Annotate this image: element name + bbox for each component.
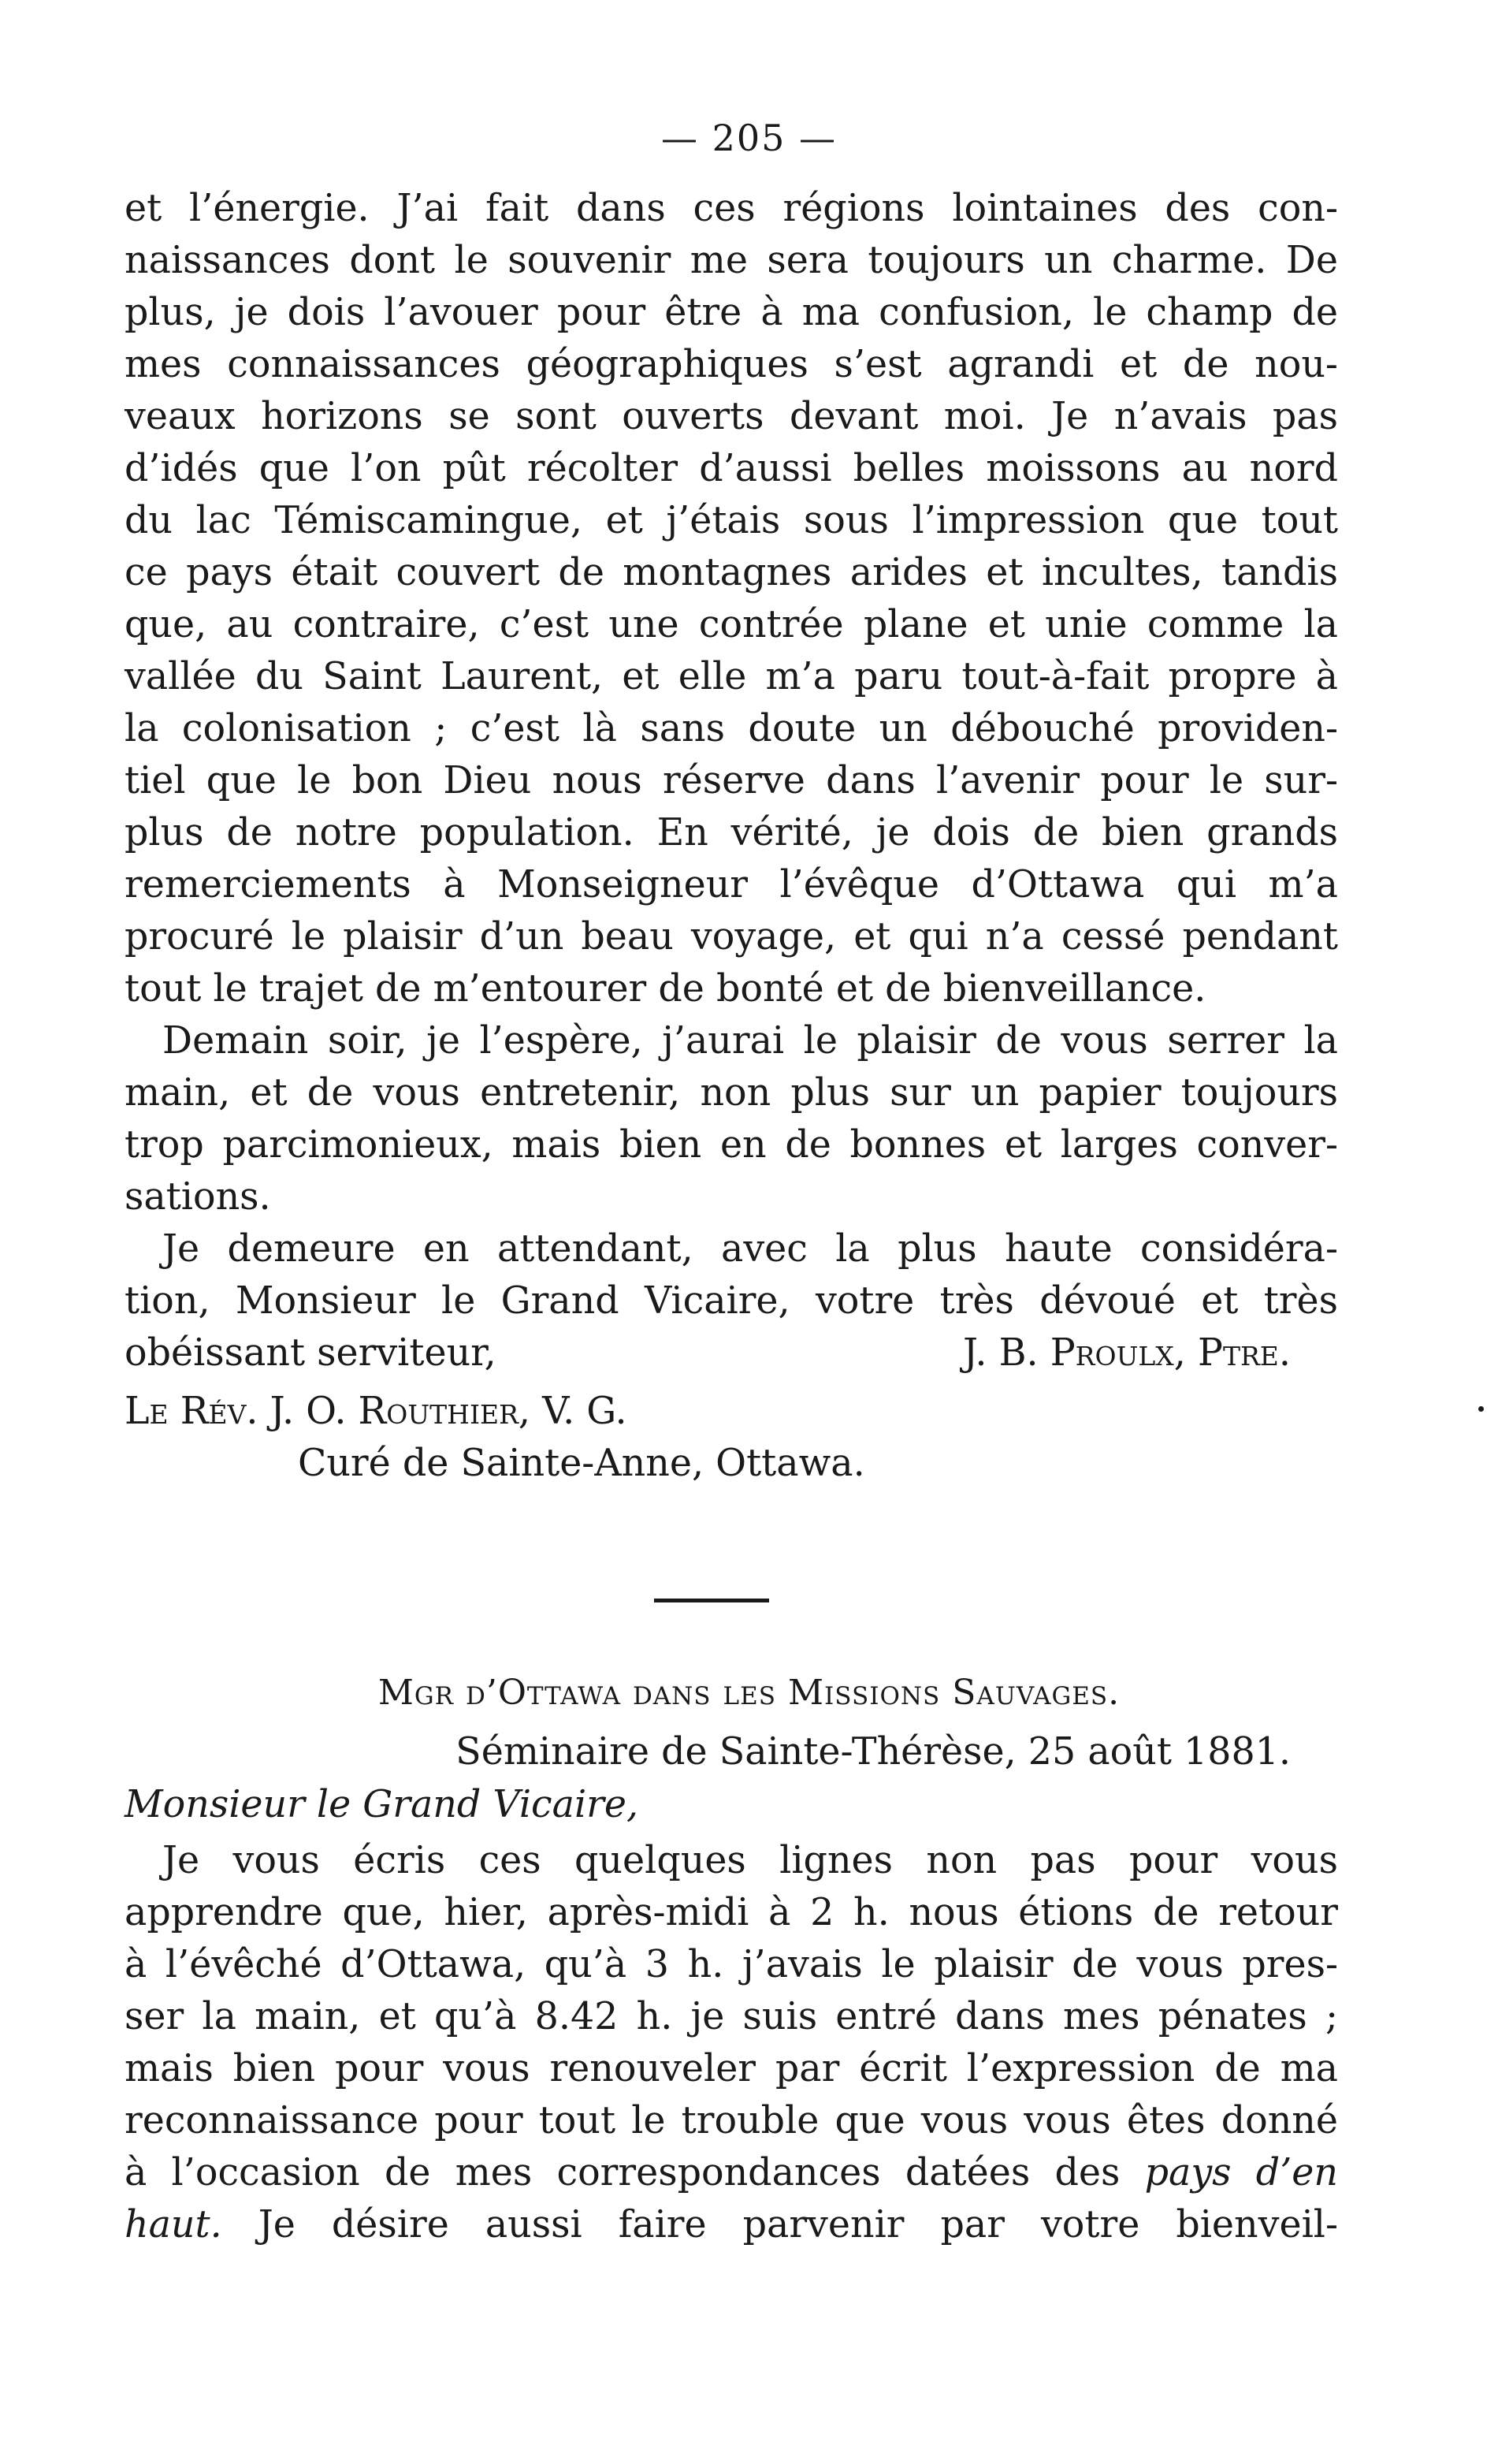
page-number: — 205 —	[660, 117, 838, 159]
second-letter-body	[125, 1835, 1338, 2251]
text-line: apprendre que, hier, après-midi à 2 h. nous étions de retour	[125, 1891, 1338, 1934]
text-line: du lac Témiscamingue, et j’étais sous l’impression que tout	[125, 499, 1338, 542]
text-segment: Je désire aussi faire parvenir par votre bienveil-	[258, 2203, 1338, 2246]
section-title: Mgr d’Ottawa dans les Missions Sauvages.	[377, 1673, 1121, 1713]
text-line: sations.	[125, 1175, 271, 1219]
text-line: mais bien pour vous renouveler par écrit l’expression de ma	[125, 2047, 1338, 2090]
text-line: vallée du Saint Laurent, et elle m’a paru tout-à-fait propre à	[125, 655, 1338, 698]
text-line: plus, je dois l’avouer pour être à ma confusion, le champ de	[125, 291, 1338, 334]
text-line: trop parcimonieux, mais bien en de bonnes et larges conver-	[125, 1123, 1338, 1167]
salutation: Monsieur le Grand Vicaire,	[125, 1783, 639, 1826]
italic-phrase: haut.	[125, 2203, 222, 2246]
addressee-parish: Curé de Sainte-Anne, Ottawa.	[298, 1442, 865, 1485]
dateline: Séminaire de Sainte-Thérèse, 25 août 1881.	[455, 1730, 1291, 1774]
text-line: main, et de vous entretenir, non plus sur un papier toujours	[125, 1071, 1338, 1115]
text-line-mixed	[125, 2147, 1338, 2199]
text-line: Je demeure en attendant, avec la plus haute considéra-	[162, 1227, 1338, 1271]
text-line: et l’énergie. J’ai fait dans ces régions lointaines des con-	[125, 187, 1338, 230]
text-line: reconnaissance pour tout le trouble que vous vous êtes donné	[125, 2099, 1338, 2142]
text-line: remerciements à Monseigneur l’évêque d’Ottawa qui m’a	[125, 863, 1338, 906]
text-line: naissances dont le souvenir me sera toujours un charme. De	[125, 239, 1338, 282]
margin-dot	[1478, 1406, 1484, 1412]
closing-row	[125, 1327, 1338, 1379]
text-line: tout le trajet de m’entourer de bonté et de bienveillance.	[125, 967, 1206, 1011]
text-segment: à l’occasion de mes correspondances datées des	[125, 2151, 1121, 2194]
text-line: mes connaissances géographiques s’est agrandi et de nou-	[125, 343, 1338, 386]
text-line: plus de notre population. En vérité, je dois de bien grands	[125, 811, 1338, 854]
section-separator	[654, 1599, 769, 1602]
letter-body	[125, 183, 1338, 1490]
closing-text: obéissant serviteur,	[125, 1331, 496, 1375]
text-line-mixed	[125, 2199, 1338, 2251]
addressee-name: Le Rév. J. O. Routhier, V. G.	[125, 1390, 627, 1433]
text-line: la colonisation ; c’est là sans doute un débouché providen-	[125, 707, 1338, 750]
text-line: à l’évêché d’Ottawa, qu’à 3 h. j’avais le plaisir de vous pres-	[125, 1943, 1338, 1986]
text-line: tion, Monsieur le Grand Vicaire, votre très dévoué et très	[125, 1279, 1338, 1323]
signature: J. B. Proulx, Ptre.	[963, 1331, 1291, 1375]
text-line: d’idés que l’on pût récolter d’aussi belles moissons au nord	[125, 447, 1338, 490]
italic-phrase: pays d’en	[1144, 2151, 1338, 2194]
text-line: ser la main, et qu’à 8.42 h. je suis entré dans mes pénates ;	[125, 1995, 1338, 2038]
text-line: procuré le plaisir d’un beau voyage, et qui n’a cessé pendant	[125, 915, 1338, 958]
text-line: ce pays était couvert de montagnes arides et incultes, tandis	[125, 551, 1338, 594]
text-line: tiel que le bon Dieu nous réserve dans l’avenir pour le sur-	[125, 759, 1338, 802]
text-line: que, au contraire, c’est une contrée plane et unie comme la	[125, 603, 1338, 646]
text-line: Je vous écris ces quelques lignes non pas pour vous	[162, 1839, 1338, 1882]
text-line: Demain soir, je l’espère, j’aurai le plaisir de vous serrer la	[162, 1019, 1338, 1063]
text-line: veaux horizons se sont ouverts devant moi. Je n’avais pas	[125, 395, 1338, 438]
